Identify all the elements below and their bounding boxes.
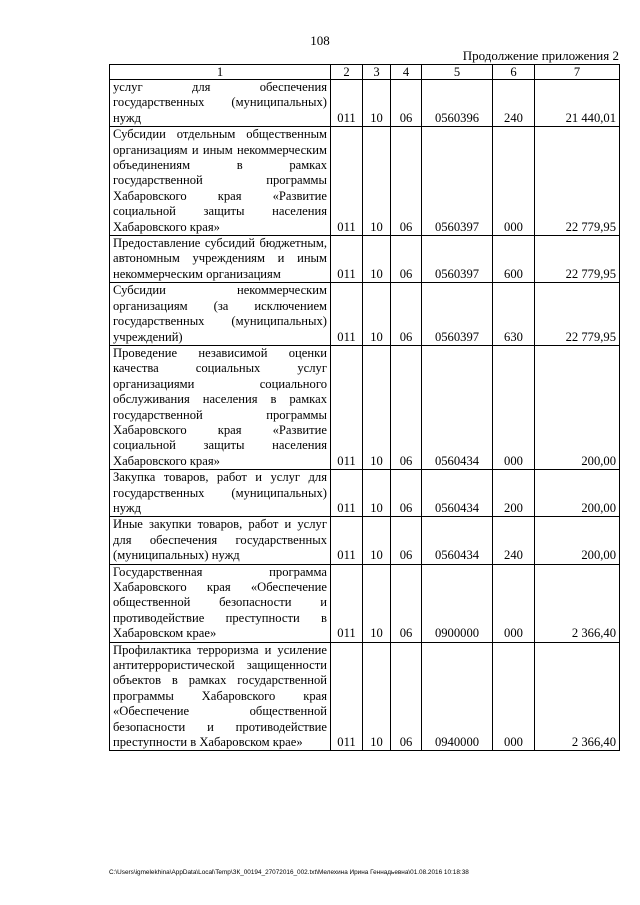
table-row [110, 283, 620, 346]
item-name-cell: Иные закупки товаров, работ и услуг для обеспечения государственных (муниципальных) нужд [110, 517, 331, 564]
item-name-cell: Субсидии отдельным общественным организациям и иным некоммерческим объединениям в рамках государственной программы Хабаровского края «Развитие социальной защиты населения Хабаровского края» [110, 127, 331, 236]
code-ministry-cell: 011 [331, 564, 363, 642]
column-header: 3 [363, 65, 391, 80]
subsection-cell: 06 [391, 517, 422, 564]
amount-cell: 21 440,01 [535, 80, 620, 127]
item-name-cell: Субсидии некоммерческим организациям (за исключением государственных (муниципальных) учреждений) [110, 283, 331, 346]
expense-type-cell: 000 [493, 564, 535, 642]
amount-cell: 22 779,95 [535, 283, 620, 346]
expense-type-cell: 240 [493, 80, 535, 127]
table-row [110, 345, 620, 469]
item-name-cell: услуг для обеспечения государственных (муниципальных) нужд [110, 80, 331, 127]
section-cell: 10 [363, 470, 391, 517]
appendix-continuation-note: Продолжение приложения 2 [462, 48, 619, 63]
target-article-cell: 0560397 [422, 127, 493, 236]
section-cell: 10 [363, 517, 391, 564]
column-header: 4 [391, 65, 422, 80]
target-article-cell: 0560397 [422, 236, 493, 283]
column-header: 6 [493, 65, 535, 80]
table-row [110, 517, 620, 564]
item-name-cell: Закупка товаров, работ и услуг для государственных (муниципальных) нужд [110, 470, 331, 517]
section-cell: 10 [363, 236, 391, 283]
subsection-cell: 06 [391, 236, 422, 283]
code-ministry-cell: 011 [331, 470, 363, 517]
table-row [110, 642, 620, 751]
target-article-cell: 0560397 [422, 283, 493, 346]
subsection-cell: 06 [391, 642, 422, 751]
page-number: 108 [310, 33, 330, 48]
column-header: 7 [535, 65, 620, 80]
code-ministry-cell: 011 [331, 642, 363, 751]
table-row [110, 564, 620, 642]
table-row [110, 236, 620, 283]
expense-type-cell: 630 [493, 283, 535, 346]
expense-type-cell: 000 [493, 642, 535, 751]
expense-type-cell: 240 [493, 517, 535, 564]
expense-type-cell: 200 [493, 470, 535, 517]
table-row [110, 80, 620, 127]
subsection-cell: 06 [391, 345, 422, 469]
target-article-cell: 0900000 [422, 564, 493, 642]
amount-cell: 2 366,40 [535, 642, 620, 751]
section-cell: 10 [363, 283, 391, 346]
section-cell: 10 [363, 345, 391, 469]
code-ministry-cell: 011 [331, 517, 363, 564]
amount-cell: 200,00 [535, 517, 620, 564]
target-article-cell: 0560434 [422, 517, 493, 564]
table-row [110, 127, 620, 236]
code-ministry-cell: 011 [331, 80, 363, 127]
amount-cell: 200,00 [535, 345, 620, 469]
amount-cell: 22 779,95 [535, 127, 620, 236]
table-body [110, 80, 620, 751]
section-cell: 10 [363, 642, 391, 751]
column-number-row [110, 65, 620, 80]
code-ministry-cell: 011 [331, 283, 363, 346]
subsection-cell: 06 [391, 470, 422, 517]
amount-cell: 200,00 [535, 470, 620, 517]
amount-cell: 22 779,95 [535, 236, 620, 283]
subsection-cell: 06 [391, 80, 422, 127]
code-ministry-cell: 011 [331, 127, 363, 236]
column-header: 1 [110, 65, 331, 80]
amount-cell: 2 366,40 [535, 564, 620, 642]
expense-type-cell: 600 [493, 236, 535, 283]
footer-file-path: C:\Users\igmelekhina\AppData\Local\Temp\ЗК_00194_27072016_002.txt\Мелехина Ирина Геннадьевна\01.08.2016 10:18:38 [109, 869, 469, 876]
section-cell: 10 [363, 127, 391, 236]
item-name-cell: Государственная программа Хабаровского края «Обеспечение общественной безопасности и противодействие преступности в Хабаровском крае» [110, 564, 331, 642]
budget-table [109, 64, 620, 751]
column-header: 5 [422, 65, 493, 80]
table-row [110, 470, 620, 517]
item-name-cell: Профилактика терроризма и усиление антитеррористической защищенности объектов в рамках государственной программы Хабаровского края «Обеспечение общественной безопасности и противодействие преступности в Хабаровском крае» [110, 642, 331, 751]
code-ministry-cell: 011 [331, 236, 363, 283]
target-article-cell: 0940000 [422, 642, 493, 751]
target-article-cell: 0560396 [422, 80, 493, 127]
section-cell: 10 [363, 564, 391, 642]
target-article-cell: 0560434 [422, 345, 493, 469]
section-cell: 10 [363, 80, 391, 127]
item-name-cell: Предоставление субсидий бюджетным, автономным учреждениям и иным некоммерческим организациям [110, 236, 331, 283]
item-name-cell: Проведение независимой оценки качества социальных услуг организациями социального обслуживания населения в рамках государственной программы Хабаровского края «Развитие социальной защиты населения Хабаровского края» [110, 345, 331, 469]
expense-type-cell: 000 [493, 345, 535, 469]
subsection-cell: 06 [391, 564, 422, 642]
subsection-cell: 06 [391, 283, 422, 346]
column-header: 2 [331, 65, 363, 80]
expense-type-cell: 000 [493, 127, 535, 236]
code-ministry-cell: 011 [331, 345, 363, 469]
target-article-cell: 0560434 [422, 470, 493, 517]
subsection-cell: 06 [391, 127, 422, 236]
